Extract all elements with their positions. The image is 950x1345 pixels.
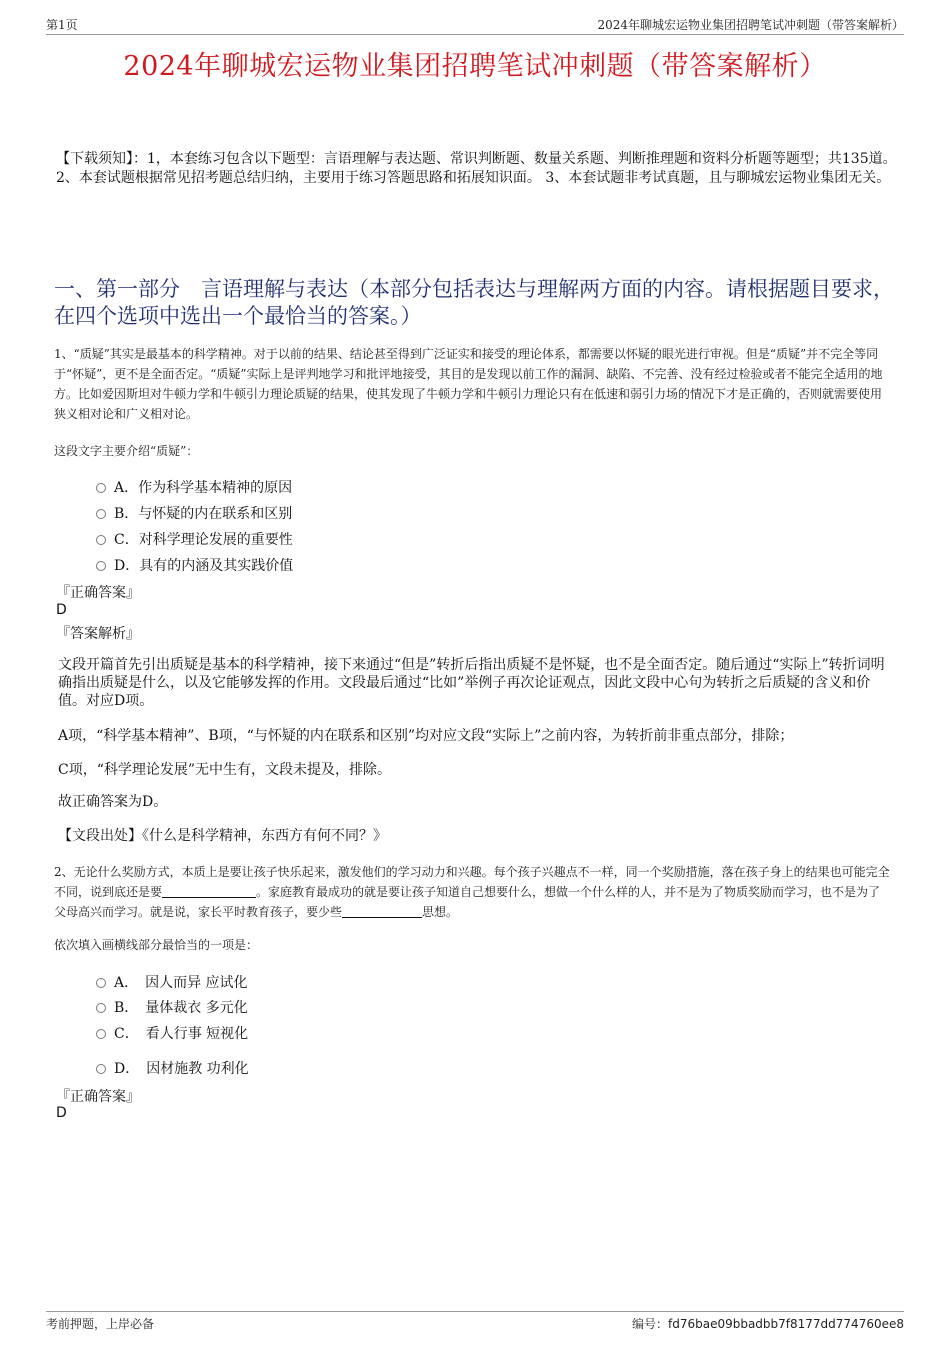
fill-blank — [342, 905, 422, 918]
question-2-text-part: 。家庭教育最成功的就是要让孩子知道自己想要什么，想做一个什么样的人，并不是为了物质奖励而学习，也不是为了父母高兴而学习。就是说，家长平时教育孩子，要少些 — [54, 885, 881, 919]
question-2-text-part: 2、无论什么奖励方式，本质上是要让孩子快乐起来，激发他们的学习动力和兴趣。每个孩子兴趣点不一样，同一个奖励措施，落在孩子身上的结果也可能完全不同，说到底还是要 — [54, 865, 890, 899]
question-1-source: 【文段出处】《什么是科学精神，东西方有何不同？》 — [58, 828, 387, 844]
option-label: A．作为科学基本精神的原因 — [114, 480, 293, 496]
question-2-option-a[interactable] — [96, 972, 248, 992]
header-doc-title: 2024年聊城宏运物业集团招聘笔试冲刺题（带答案解析） — [597, 18, 904, 32]
radio-button-icon[interactable] — [96, 561, 106, 571]
question-1-option-d[interactable] — [96, 555, 293, 575]
question-1-option-a[interactable] — [96, 477, 292, 497]
question-2-option-d[interactable] — [96, 1058, 249, 1078]
question-1-analysis-paragraph: A项，“科学基本精神”、B项，“与怀疑的内在联系和区别”均对应文段“实际上”之前内容，为转折前非重点部分，排除； — [58, 728, 794, 744]
download-notice: 【下载须知】：1，本套练习包含以下题型：言语理解与表达题、常识判断题、数量关系题、判断推理题和资料分析题等题型；共135道。 2、本套试题根据常见招考题总结归纳，主要用于练习答题思路和拓展知识面。 3、本套试题非考试真题，且与聊城宏运物业集团无关。 — [56, 151, 897, 186]
footer-code — [632, 1315, 904, 1332]
option-label: C． 看人行事 短视化 — [114, 1026, 249, 1042]
radio-button-icon[interactable] — [96, 1003, 106, 1013]
page-header — [46, 14, 904, 35]
question-1-analysis-paragraph: 文段开篇首先引出质疑是基本的科学精神，接下来通过“但是”转折后指出质疑不是怀疑，也不是全面否定。随后通过“实际上”转折词明确指出质疑是什么，以及它能够发挥的作用。文段最后通过“比如”举例子再次论证观点，因此文段中心句为转折之后质疑的含义和价值。对应D项。 — [58, 657, 885, 709]
question-2-option-c[interactable] — [96, 1023, 248, 1043]
option-label: A． 因人而异 应试化 — [114, 975, 248, 991]
radio-button-icon[interactable] — [96, 483, 106, 493]
footer-slogan: 考前押题，上岸必备 — [46, 1317, 155, 1331]
radio-button-icon[interactable] — [96, 1029, 106, 1039]
footer-code-label: 编号： — [631, 1317, 668, 1331]
question-2-prompt: 依次填入画横线部分最恰当的一项是： — [54, 938, 259, 952]
radio-button-icon[interactable] — [96, 509, 106, 519]
question-2-text — [54, 862, 890, 922]
question-2-option-b[interactable] — [96, 997, 248, 1017]
question-2-answer: D — [56, 1105, 67, 1121]
page-footer — [46, 1311, 904, 1332]
radio-button-icon[interactable] — [96, 535, 106, 545]
radio-button-icon[interactable] — [96, 1064, 106, 1074]
section-title: 一、第一部分 言语理解与表达（本部分包括表达与理解两方面的内容。请根据题目要求，在四个选项中选出一个最恰当的答案。） — [54, 277, 894, 328]
question-2-answer-label: 『正确答案』 — [56, 1089, 140, 1105]
option-label: B．与怀疑的内在联系和区别 — [114, 506, 293, 522]
question-1-answer: D — [56, 602, 67, 618]
question-1-analysis-label: 『答案解析』 — [56, 626, 140, 642]
option-label: B． 量体裁衣 多元化 — [114, 1000, 248, 1016]
option-label: D．具有的内涵及其实践价值 — [114, 558, 294, 574]
question-1-option-c[interactable] — [96, 529, 293, 549]
question-2-text-part: 思想。 — [422, 905, 459, 919]
option-label: D． 因材施教 功利化 — [114, 1061, 249, 1077]
document-title: 2024年聊城宏运物业集团招聘笔试冲刺题（带答案解析） — [123, 51, 827, 82]
page-number: 第1页 — [46, 18, 78, 32]
question-1-analysis-paragraph: C项，“科学理论发展”无中生有，文段未提及，排除。 — [58, 762, 392, 778]
question-1-option-b[interactable] — [96, 503, 292, 523]
question-1-analysis-paragraph: 故正确答案为D。 — [58, 794, 168, 810]
option-label: C．对科学理论发展的重要性 — [114, 532, 293, 548]
question-1-text: 1、“质疑”其实是最基本的科学精神。对于以前的结果、结论甚至得到广泛证实和接受的理论体系，都需要以怀疑的眼光进行审视。但是“质疑”并不完全等同于“怀疑”，更不是全面否定。“质疑”实际上是评判地学习和批评地接受，其目的是发现以前工作的漏洞、缺陷、不完善、没有经过检验或者不能完全适用的地方。比如爱因斯坦对牛顿力学和牛顿引力理论质疑的结果，使其发现了牛顿力学和牛顿引力理论只有在低速和弱引力场的情况下才是正确的，否则就需要使用狭义相对论和广义相对论。 — [54, 347, 883, 421]
footer-code-value: fd76bae09bbadbb7f8177dd774760ee8 — [667, 1317, 904, 1331]
fill-blank — [162, 885, 256, 898]
question-1-answer-label: 『正确答案』 — [56, 585, 140, 601]
radio-button-icon[interactable] — [96, 978, 106, 988]
question-1-prompt: 这段文字主要介绍“质疑”： — [54, 444, 199, 458]
